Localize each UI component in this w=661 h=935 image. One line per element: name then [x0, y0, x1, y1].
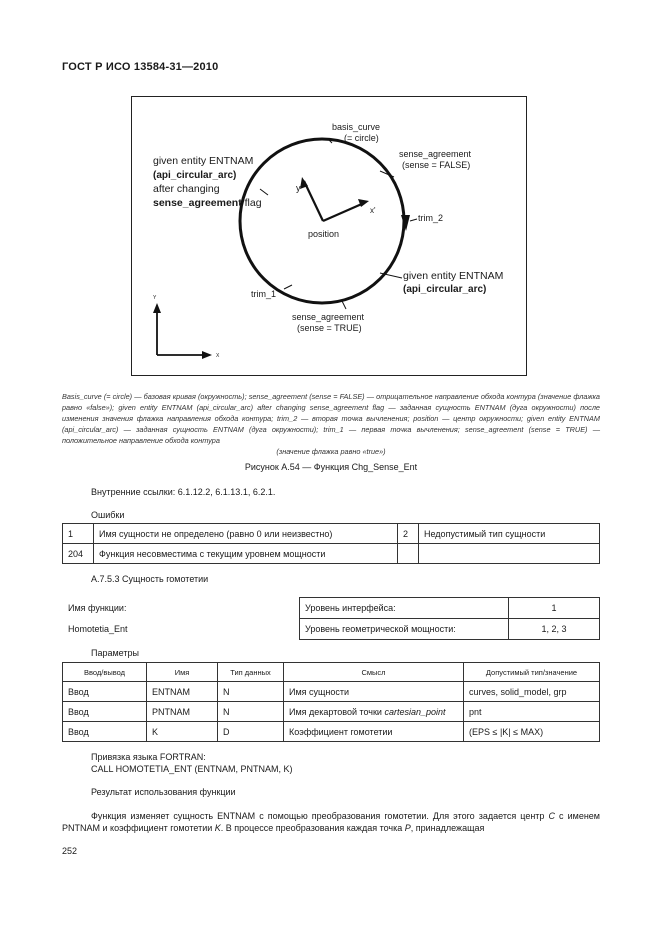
figure-title: Рисунок А.54 — Функция Chg_Sense_Ent	[244, 462, 418, 472]
internal-refs: Внутренние ссылки: 6.1.12.2, 6.1.13.1, 6.2.1.	[91, 487, 276, 497]
label-given-left-4	[153, 197, 262, 210]
leader-trim1	[284, 285, 292, 289]
label-sense-true-1: sense_agreement	[292, 312, 365, 322]
param-io: Ввод	[63, 722, 147, 742]
label-given-left-2: (api_circular_arc)	[153, 170, 237, 181]
body-em: C	[548, 811, 555, 821]
leader-sense-true	[342, 301, 346, 309]
function-info-table	[299, 597, 600, 640]
param-meaning-em: cartesian_point	[384, 706, 446, 717]
param-allowed: (EPS ≤ |K| ≤ MAX)	[464, 722, 600, 742]
label-given-right-2: (api_circular_arc)	[403, 284, 487, 295]
parameters-table	[62, 662, 600, 742]
label-position: position	[308, 229, 340, 239]
body-text: . В процессе преобразования каждая точка	[220, 823, 405, 833]
label-y-prime: y'	[296, 183, 303, 193]
table-header-row	[63, 663, 600, 682]
label-given-right-1: given entity ENTNAM	[403, 270, 504, 282]
param-type: N	[218, 702, 284, 722]
body-em: P	[404, 823, 411, 833]
param-meaning	[284, 702, 464, 722]
page-number: 252	[62, 846, 78, 856]
table-row	[63, 702, 600, 722]
params-title: Параметры	[91, 648, 139, 658]
document-header: ГОСТ Р ИСО 13584-31—2010	[62, 61, 219, 73]
label-x-prime: x'	[370, 206, 376, 215]
figure-legend-last: (значение флажка равно «true»)	[276, 447, 386, 456]
table-row	[63, 544, 600, 564]
section-title: А.7.5.3 Сущность гомотетии	[91, 574, 209, 584]
column-header: Имя	[147, 663, 218, 682]
label-given-left-4b: flag	[241, 197, 262, 209]
table-row	[63, 682, 600, 702]
table-row	[300, 619, 600, 640]
label-sense-true-2: (sense = TRUE)	[297, 323, 362, 333]
param-name: K	[147, 722, 218, 742]
param-name: ENTNAM	[147, 682, 218, 702]
column-header: Смысл	[284, 663, 464, 682]
table-row	[63, 524, 600, 544]
param-type: N	[218, 682, 284, 702]
body-text: , принадлежащая	[410, 823, 485, 833]
column-header: Тип данных	[218, 663, 284, 682]
global-y-arrow-icon	[153, 303, 161, 313]
figure-legend	[62, 391, 600, 457]
func-name-label: Имя функции:	[68, 603, 127, 613]
param-meaning-text: Имя сущности	[289, 686, 350, 697]
body-text: Функция изменяет сущность ENTNAM с помощью преобразования гомотетии. Для этого задается центр	[91, 811, 549, 821]
param-allowed: pnt	[464, 702, 600, 722]
param-type: D	[218, 722, 284, 742]
column-header: Допустимый тип/значение	[464, 663, 600, 682]
body-em: K	[214, 823, 221, 833]
param-io: Ввод	[63, 682, 147, 702]
info-label: Уровень интерфейса:	[300, 598, 509, 619]
figure-frame	[131, 96, 527, 376]
label-axis-y: Y	[153, 295, 157, 301]
param-allowed: curves, solid_model, grp	[464, 682, 600, 702]
info-value: 1, 2, 3	[509, 619, 600, 640]
error-text	[419, 544, 600, 564]
label-given-left-4a: sense_agreement	[153, 197, 242, 209]
error-code: 2	[398, 524, 419, 544]
func-name-value: Homotetia_Ent	[68, 624, 128, 634]
body-paragraph	[62, 810, 600, 834]
param-meaning	[284, 682, 464, 702]
error-text: Недопустимый тип сущности	[419, 524, 600, 544]
body-text: с именем PNTNAM и коэффициент гомотетии	[62, 811, 600, 833]
error-code	[398, 544, 419, 564]
label-given-left-3: after changing	[153, 183, 220, 195]
info-value: 1	[509, 598, 600, 619]
error-code: 1	[63, 524, 94, 544]
label-sense-false-2: (sense = FALSE)	[402, 160, 471, 170]
label-trim-1: trim_1	[251, 289, 277, 299]
error-code: 204	[63, 544, 94, 564]
column-header: Ввод/вывод	[63, 663, 147, 682]
error-text: Функция несовместима с текущим уровнем мощности	[94, 544, 398, 564]
param-name: PNTNAM	[147, 702, 218, 722]
label-basis-curve: basis_curve	[332, 122, 381, 132]
param-meaning-text: Имя декартовой точки	[289, 706, 385, 717]
param-io: Ввод	[63, 702, 147, 722]
info-label: Уровень геометрической мощности:	[300, 619, 509, 640]
label-sense-false-1: sense_agreement	[399, 149, 472, 159]
error-text: Имя сущности не определено (равно 0 или неизвестно)	[94, 524, 398, 544]
x-prime-axis	[323, 203, 364, 221]
label-given-left-1: given entity ENTNAM	[153, 155, 254, 167]
global-x-arrow-icon	[202, 351, 212, 359]
table-row	[63, 722, 600, 742]
label-trim-2: trim_2	[418, 213, 444, 223]
label-axis-x: X	[216, 353, 220, 359]
param-meaning-text: Коэффициент гомотетии	[289, 726, 393, 737]
errors-title: Ошибки	[91, 510, 125, 520]
leader-given-left	[260, 189, 268, 195]
label-basis-curve-eq: (= circle)	[344, 133, 379, 143]
fortran-title: Привязка языка FORTRAN:	[91, 752, 206, 762]
y-prime-axis	[304, 181, 323, 221]
table-row	[300, 598, 600, 619]
param-meaning	[284, 722, 464, 742]
errors-table	[62, 523, 600, 564]
result-title: Результат использования функции	[91, 787, 236, 797]
fortran-call: CALL HOMOTETIA_ENT (ENTNAM, PNTNAM, K)	[91, 764, 293, 774]
figure-legend-text: Basis_curve (= circle) — базовая кривая (окружность); sense_agreement (sense = FALSE) — отрицательное направление обхода контура (значение флажка равно «false»); given entity ENTNAM (api_circular_arc) after changing sense_agreement flag — заданная сущность ENTNAM (дуга окружности) после изменения значения флажка направления обхода контура; trim_2 — вторая точка вычленения; position — центр окружности; given entity ENTNAM (api_circular_arc) — заданная сущность ENTNAM (дуга окружности); trim_1 — первая точка вычленения; sense_agreement (sense = TRUE) — положительное направление обхода контура	[62, 392, 600, 445]
leader-trim2	[410, 219, 417, 221]
